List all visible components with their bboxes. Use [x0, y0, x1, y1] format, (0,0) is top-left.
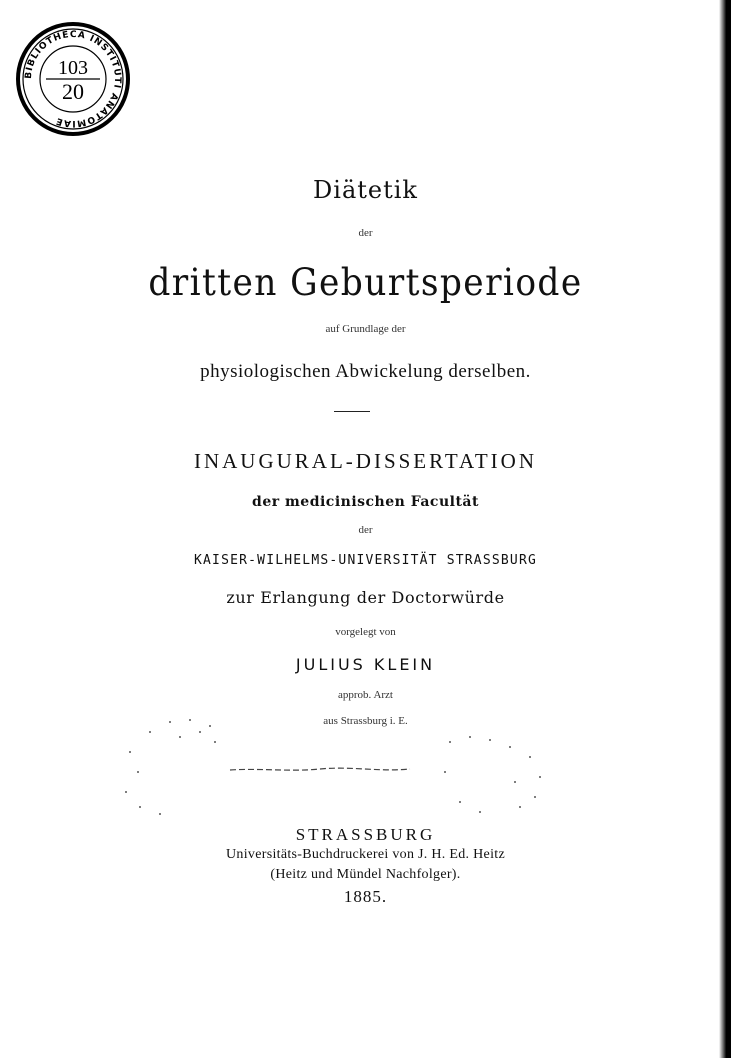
author-origin: aus Strassburg i. E. — [323, 715, 408, 727]
stamp-number-bottom: 20 — [62, 79, 84, 104]
stamp-number-top: 103 — [58, 57, 88, 79]
presented-line: vorgelegt von — [335, 626, 396, 638]
imprint-printer: Universitäts-Buchdruckerei von J. H. Ed. Heitz — [226, 847, 505, 862]
imprint-printer-successor: (Heitz und Mündel Nachfolger). — [270, 867, 461, 882]
der-line: der — [358, 524, 373, 536]
purpose-line: zur Erlangung der Doctorwürde — [226, 588, 505, 607]
faint-ornament — [120, 712, 580, 822]
title-line-4: auf Grundlage der — [325, 323, 406, 335]
author-name: JULIUS KLEIN — [295, 655, 436, 674]
faculty-line: der medicinischen Facultät — [252, 494, 479, 510]
library-stamp — [14, 20, 132, 138]
stamp-ring-text: BIBLIOTHECA INSTITUTI ANATOMIAE — [23, 29, 123, 129]
divider-short — [334, 411, 370, 412]
imprint-year: 1885. — [343, 887, 388, 906]
subtitle: physiologischen Abwickelung derselben. — [200, 361, 531, 382]
author-title: approb. Arzt — [338, 689, 393, 701]
title-line-1: Diätetik — [313, 176, 418, 204]
title-line-2: der — [358, 227, 373, 239]
main-title: dritten Geburtsperiode — [148, 261, 583, 304]
dissertation-heading: INAUGURAL-DISSERTATION — [193, 449, 538, 473]
stamp-seal-icon — [14, 20, 132, 138]
university-line: KAISER-WILHELMS-UNIVERSITÄT STRASSBURG — [193, 553, 537, 568]
imprint-city: STRASSBURG — [295, 825, 436, 844]
